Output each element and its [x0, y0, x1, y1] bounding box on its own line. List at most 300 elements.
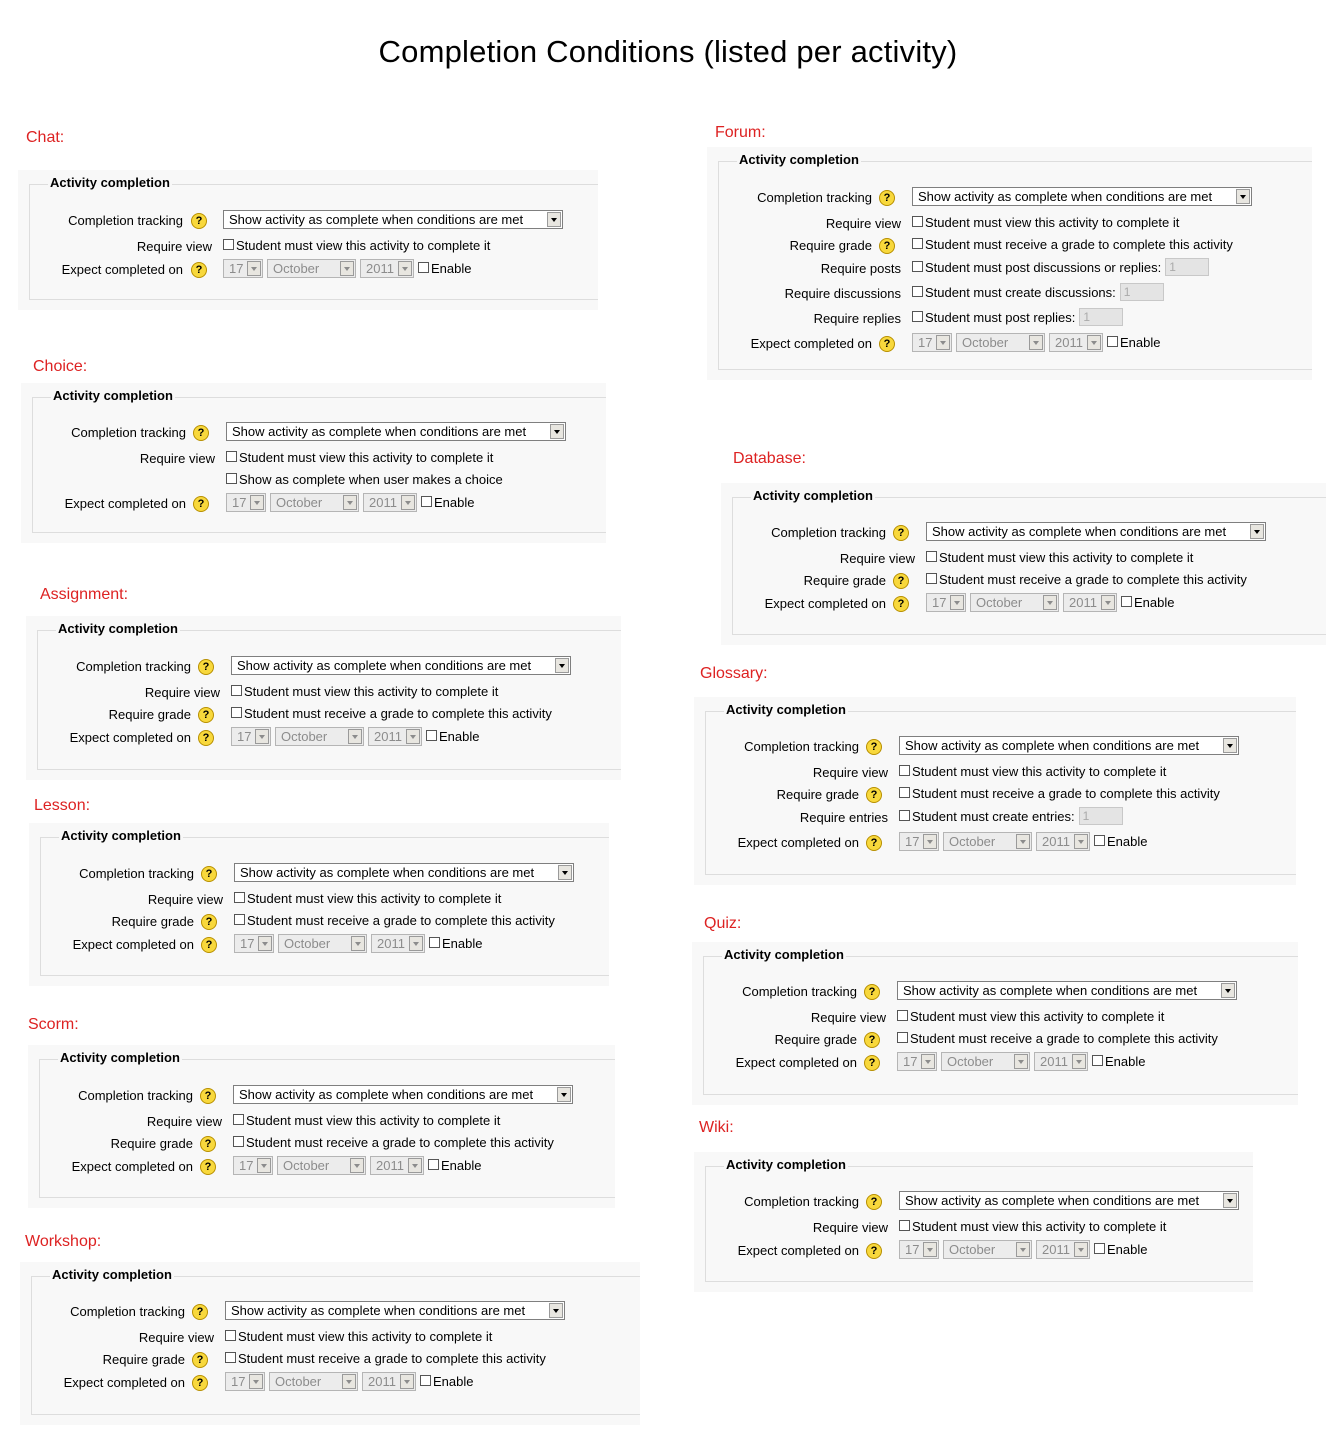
label-require-view: Require view: [825, 216, 901, 231]
month-select: October: [269, 1372, 358, 1391]
chevron-down-icon: [950, 595, 964, 610]
day-select: 17: [233, 1156, 273, 1175]
label-completion-tracking: Completion tracking: [744, 1194, 859, 1209]
require-grade-checkbox[interactable]: [926, 573, 937, 584]
help-icon[interactable]: ?: [200, 1088, 216, 1104]
row-require-view: [26, 682, 621, 704]
help-icon[interactable]: ?: [191, 213, 207, 229]
year-select: 2011: [1063, 593, 1117, 612]
require-grade-checkbox[interactable]: [225, 1352, 236, 1363]
year-select: 2011: [360, 259, 414, 278]
row-require-grade: [26, 704, 621, 726]
completion-panel-assignment: [26, 616, 621, 780]
month-select: October: [941, 1052, 1030, 1071]
completion-panel-chat: [18, 170, 598, 310]
legend: Activity completion: [52, 1267, 172, 1282]
label-expect-completed: Expect completed on: [69, 730, 191, 745]
legend: Activity completion: [60, 1050, 180, 1065]
day-select: 17: [234, 934, 274, 953]
help-icon[interactable]: ?: [198, 730, 214, 746]
day-select: 17: [912, 333, 952, 352]
help-icon[interactable]: ?: [864, 1055, 880, 1071]
require-replies-checkbox[interactable]: [912, 311, 923, 322]
select-value: Show activity as complete when conditions are met: [918, 189, 1213, 204]
row-completion-tracking: [692, 981, 1298, 1003]
require-grade-checkbox[interactable]: [912, 238, 923, 249]
completion-panel-database: [721, 483, 1326, 645]
require-grade-text: Student must receive a grade to complete this activity: [912, 786, 1220, 801]
require-grade-text: Student must receive a grade to complete this activity: [244, 706, 552, 721]
chevron-down-icon: [351, 936, 365, 951]
require-view-checkbox[interactable]: [899, 765, 910, 776]
legend: Activity completion: [724, 947, 844, 962]
require-entries-checkbox[interactable]: [899, 810, 910, 821]
enable-label: Enable: [433, 1374, 474, 1389]
year-select: 2011: [371, 934, 425, 953]
enable-date-checkbox[interactable]: [421, 496, 432, 507]
year-select: 2011: [1036, 1240, 1090, 1259]
chevron-down-icon: [250, 495, 264, 510]
chevron-down-icon: [340, 261, 354, 276]
label-expect-completed: Expect completed on: [764, 596, 886, 611]
enable-date-checkbox[interactable]: [1092, 1055, 1103, 1066]
row-expect-completed: [21, 493, 606, 515]
label-completion-tracking: Completion tracking: [71, 425, 186, 440]
year-select: 2011: [1049, 333, 1103, 352]
row-require-discussions: [707, 283, 1312, 305]
row-expect-completed: [18, 259, 598, 281]
completion-panel-glossary: [694, 697, 1296, 885]
label-require-grade: Require grade: [102, 1352, 185, 1367]
month-select: October: [270, 493, 359, 512]
row-require-view: [28, 1111, 615, 1133]
completion-panel-choice: [21, 383, 606, 543]
enable-label: Enable: [434, 495, 475, 510]
label-require-grade: Require grade: [774, 1032, 857, 1047]
legend: Activity completion: [58, 621, 178, 636]
row-require-view: [694, 1217, 1253, 1239]
row-expect-completed: [721, 593, 1326, 615]
require-grade-checkbox[interactable]: [231, 707, 242, 718]
require-posts-text: Student must post discussions or replies:: [925, 260, 1162, 275]
chevron-down-icon: [406, 729, 420, 744]
row-completion-tracking: [28, 1085, 615, 1107]
choice-complete-text: Show as complete when user makes a choice: [239, 472, 503, 487]
help-icon[interactable]: ?: [866, 835, 882, 851]
select-value: Show activity as complete when conditions are met: [903, 983, 1198, 998]
label-require-view: Require view: [139, 451, 215, 466]
chevron-down-icon: [398, 261, 412, 276]
help-icon[interactable]: ?: [201, 914, 217, 930]
help-icon[interactable]: ?: [191, 262, 207, 278]
help-icon[interactable]: ?: [201, 937, 217, 953]
require-grade-checkbox[interactable]: [899, 787, 910, 798]
label-require-entries: Require entries: [799, 810, 888, 825]
completion-tracking-select[interactable]: [225, 1301, 565, 1320]
chevron-down-icon: [400, 1374, 414, 1389]
completion-tracking-select[interactable]: [223, 210, 563, 229]
legend: Activity completion: [726, 702, 846, 717]
help-icon[interactable]: ?: [866, 1194, 882, 1210]
chevron-down-icon: [348, 729, 362, 744]
page-title: Completion Conditions (listed per activity): [378, 34, 958, 69]
require-grade-checkbox[interactable]: [234, 914, 245, 925]
row-expect-completed: [29, 934, 609, 956]
completion-tracking-select[interactable]: [899, 736, 1239, 755]
help-icon[interactable]: ?: [193, 425, 209, 441]
enable-label: Enable: [1107, 834, 1148, 849]
row-require-grade: [28, 1133, 615, 1155]
require-view-text: Student must view this activity to complete it: [236, 238, 491, 253]
require-view-text: Student must view this activity to complete it: [912, 1219, 1167, 1234]
select-value: Show activity as complete when conditions are met: [905, 738, 1200, 753]
help-icon[interactable]: ?: [200, 1159, 216, 1175]
discussions-count-input[interactable]: 1: [1120, 283, 1164, 301]
activity-heading-database: Database:: [733, 450, 806, 467]
help-icon[interactable]: ?: [192, 1304, 208, 1320]
help-icon[interactable]: ?: [193, 496, 209, 512]
require-view-text: Student must view this activity to complete it: [912, 764, 1167, 779]
chevron-down-icon: [409, 936, 423, 951]
chevron-down-icon: [1072, 1054, 1086, 1069]
legend: Activity completion: [61, 828, 181, 843]
chevron-down-icon: [343, 495, 357, 510]
enable-date-checkbox[interactable]: [1094, 835, 1105, 846]
label-require-discussions: Require discussions: [784, 286, 901, 301]
chevron-down-icon: [1016, 834, 1030, 849]
row-require-grade: [694, 784, 1296, 806]
select-value: Show activity as complete when conditions are met: [905, 1193, 1200, 1208]
require-view-checkbox[interactable]: [231, 685, 242, 696]
year-select: 2011: [363, 493, 417, 512]
month-select: October: [956, 333, 1045, 352]
completion-panel-quiz: [692, 942, 1298, 1105]
select-value: Show activity as complete when conditions are met: [237, 658, 532, 673]
require-view-checkbox[interactable]: [899, 1220, 910, 1231]
day-select: 17: [899, 1240, 939, 1259]
label-completion-tracking: Completion tracking: [742, 984, 857, 999]
label-expect-completed: Expect completed on: [72, 937, 194, 952]
month-select: October: [278, 934, 367, 953]
require-view-checkbox[interactable]: [226, 451, 237, 462]
require-grade-checkbox[interactable]: [233, 1136, 244, 1147]
help-icon[interactable]: ?: [879, 190, 895, 206]
row-require-view: [29, 889, 609, 911]
completion-tracking-select[interactable]: [231, 656, 571, 675]
require-discussions-checkbox[interactable]: [912, 286, 923, 297]
chevron-down-icon: [1221, 983, 1235, 998]
require-grade-checkbox[interactable]: [897, 1032, 908, 1043]
activity-heading-assignment: Assignment:: [40, 586, 129, 603]
require-view-text: Student must view this activity to complete it: [239, 450, 494, 465]
help-icon[interactable]: ?: [879, 238, 895, 254]
enable-date-checkbox[interactable]: [420, 1375, 431, 1386]
require-discussions-text: Student must create discussions:: [925, 285, 1116, 300]
require-view-text: Student must view this activity to complete it: [939, 550, 1194, 565]
replies-count-input[interactable]: 1: [1079, 308, 1123, 326]
completion-tracking-select[interactable]: [899, 1191, 1239, 1210]
enable-label: Enable: [1134, 595, 1175, 610]
help-icon[interactable]: ?: [201, 866, 217, 882]
help-icon[interactable]: ?: [866, 739, 882, 755]
label-require-grade: Require grade: [110, 1136, 193, 1151]
row-choice-complete: [21, 470, 606, 492]
row-require-view: [721, 548, 1326, 570]
chevron-down-icon: [1223, 738, 1237, 753]
help-icon[interactable]: ?: [893, 573, 909, 589]
completion-panel-forum: [707, 147, 1312, 380]
activity-heading-lesson: Lesson:: [34, 797, 91, 814]
enable-label: Enable: [439, 729, 480, 744]
enable-label: Enable: [1105, 1054, 1146, 1069]
chevron-down-icon: [350, 1158, 364, 1173]
row-expect-completed: [20, 1372, 640, 1394]
require-view-checkbox[interactable]: [912, 216, 923, 227]
label-expect-completed: Expect completed on: [64, 496, 186, 511]
activity-heading-forum: Forum:: [715, 124, 766, 141]
chevron-down-icon: [1087, 335, 1101, 350]
label-require-grade: Require grade: [108, 707, 191, 722]
help-icon[interactable]: ?: [200, 1136, 216, 1152]
day-select: 17: [231, 727, 271, 746]
chevron-down-icon: [1250, 524, 1264, 539]
require-grade-text: Student must receive a grade to complete this activity: [246, 1135, 554, 1150]
chevron-down-icon: [923, 834, 937, 849]
row-completion-tracking: [694, 1191, 1253, 1213]
select-value: Show activity as complete when conditions are met: [231, 1303, 526, 1318]
help-icon[interactable]: ?: [864, 1032, 880, 1048]
chevron-down-icon: [936, 335, 950, 350]
year-select: 2011: [368, 727, 422, 746]
month-select: October: [267, 259, 356, 278]
chevron-down-icon: [1236, 189, 1250, 204]
row-require-view: [692, 1007, 1298, 1029]
chevron-down-icon: [408, 1158, 422, 1173]
chevron-down-icon: [923, 1242, 937, 1257]
chevron-down-icon: [255, 729, 269, 744]
help-icon[interactable]: ?: [864, 984, 880, 1000]
select-value: Show activity as complete when conditions are met: [232, 424, 527, 439]
posts-count-input[interactable]: 1: [1165, 258, 1209, 276]
row-require-view: [707, 213, 1312, 235]
require-grade-text: Student must receive a grade to complete this activity: [925, 237, 1233, 252]
label-completion-tracking: Completion tracking: [78, 1088, 193, 1103]
enable-date-checkbox[interactable]: [428, 1159, 439, 1170]
help-icon[interactable]: ?: [192, 1352, 208, 1368]
label-completion-tracking: Completion tracking: [70, 1304, 185, 1319]
chevron-down-icon: [558, 865, 572, 880]
label-require-grade: Require grade: [111, 914, 194, 929]
chevron-down-icon: [258, 936, 272, 951]
year-select: 2011: [1034, 1052, 1088, 1071]
year-select: 2011: [370, 1156, 424, 1175]
label-completion-tracking: Completion tracking: [68, 213, 183, 228]
activity-heading-chat: Chat:: [26, 129, 65, 146]
enable-date-checkbox[interactable]: [1107, 336, 1118, 347]
require-grade-text: Student must receive a grade to complete this activity: [238, 1351, 546, 1366]
require-grade-text: Student must receive a grade to complete this activity: [910, 1031, 1218, 1046]
enable-date-checkbox[interactable]: [426, 730, 437, 741]
activity-heading-scorm: Scorm:: [28, 1016, 79, 1033]
chevron-down-icon: [1043, 595, 1057, 610]
day-select: 17: [899, 832, 939, 851]
row-require-grade: [20, 1349, 640, 1371]
require-view-checkbox[interactable]: [234, 892, 245, 903]
chevron-down-icon: [247, 261, 261, 276]
legend: Activity completion: [726, 1157, 846, 1172]
day-select: 17: [225, 1372, 265, 1391]
row-expect-completed: [28, 1156, 615, 1178]
month-select: October: [970, 593, 1059, 612]
label-require-view: Require view: [136, 239, 212, 254]
label-expect-completed: Expect completed on: [735, 1055, 857, 1070]
chevron-down-icon: [1074, 834, 1088, 849]
row-expect-completed: [694, 832, 1296, 854]
row-completion-tracking: [26, 656, 621, 678]
row-require-grade: [721, 570, 1326, 592]
row-require-grade: [707, 235, 1312, 257]
help-icon[interactable]: ?: [866, 1243, 882, 1259]
chevron-down-icon: [1029, 335, 1043, 350]
year-select: 2011: [362, 1372, 416, 1391]
help-icon[interactable]: ?: [893, 525, 909, 541]
require-entries-text: Student must create entries:: [912, 809, 1075, 824]
legend: Activity completion: [50, 175, 170, 190]
label-expect-completed: Expect completed on: [61, 262, 183, 277]
help-icon[interactable]: ?: [879, 336, 895, 352]
label-completion-tracking: Completion tracking: [76, 659, 191, 674]
chevron-down-icon: [1016, 1242, 1030, 1257]
label-require-view: Require view: [839, 551, 915, 566]
require-view-checkbox[interactable]: [926, 551, 937, 562]
completion-tracking-select[interactable]: [226, 422, 566, 441]
completion-tracking-select[interactable]: [912, 187, 1252, 206]
completion-panel-workshop: [20, 1262, 640, 1425]
enable-label: Enable: [431, 261, 472, 276]
help-icon[interactable]: ?: [192, 1375, 208, 1391]
select-value: Show activity as complete when conditions are met: [240, 865, 535, 880]
row-completion-tracking: [21, 422, 606, 444]
require-view-text: Student must view this activity to complete it: [247, 891, 502, 906]
completion-tracking-select[interactable]: [926, 522, 1266, 541]
completion-tracking-select[interactable]: [233, 1085, 573, 1104]
chevron-down-icon: [1014, 1054, 1028, 1069]
require-grade-text: Student must receive a grade to complete this activity: [939, 572, 1247, 587]
completion-panel-lesson: [29, 823, 609, 986]
help-icon[interactable]: ?: [198, 659, 214, 675]
activity-heading-glossary: Glossary:: [700, 665, 768, 682]
year-select: 2011: [1036, 832, 1090, 851]
month-select: October: [275, 727, 364, 746]
completion-tracking-select[interactable]: [234, 863, 574, 882]
help-icon[interactable]: ?: [893, 596, 909, 612]
label-completion-tracking: Completion tracking: [744, 739, 859, 754]
entries-count-input[interactable]: 1: [1079, 807, 1123, 825]
row-require-view: [18, 236, 598, 258]
activity-heading-workshop: Workshop:: [25, 1233, 102, 1250]
row-require-view: [21, 448, 606, 470]
row-expect-completed: [707, 333, 1312, 355]
label-require-grade: Require grade: [803, 573, 886, 588]
label-require-view: Require view: [812, 1220, 888, 1235]
activity-heading-choice: Choice:: [33, 358, 88, 375]
chevron-down-icon: [1223, 1193, 1237, 1208]
label-require-view: Require view: [147, 892, 223, 907]
choice-complete-checkbox[interactable]: [226, 473, 237, 484]
month-select: October: [277, 1156, 366, 1175]
select-value: Show activity as complete when conditions are met: [239, 1087, 534, 1102]
label-require-view: Require view: [810, 1010, 886, 1025]
enable-date-checkbox[interactable]: [418, 262, 429, 273]
row-completion-tracking: [18, 210, 598, 232]
chevron-down-icon: [249, 1374, 263, 1389]
day-select: 17: [926, 593, 966, 612]
day-select: 17: [897, 1052, 937, 1071]
require-view-text: Student must view this activity to complete it: [910, 1009, 1165, 1024]
legend: Activity completion: [739, 152, 859, 167]
require-view-checkbox[interactable]: [897, 1010, 908, 1021]
require-view-text: Student must view this activity to complete it: [244, 684, 499, 699]
enable-date-checkbox[interactable]: [1094, 1243, 1105, 1254]
row-completion-tracking: [707, 187, 1312, 209]
label-require-view: Require view: [144, 685, 220, 700]
enable-label: Enable: [442, 936, 483, 951]
require-view-text: Student must view this activity to complete it: [238, 1329, 493, 1344]
row-require-view: [20, 1327, 640, 1349]
require-view-checkbox[interactable]: [223, 239, 234, 250]
day-select: 17: [223, 259, 263, 278]
require-posts-checkbox[interactable]: [912, 261, 923, 272]
row-completion-tracking: [721, 522, 1326, 544]
month-select: October: [943, 1240, 1032, 1259]
label-expect-completed: Expect completed on: [63, 1375, 185, 1390]
completion-panel-wiki: [694, 1152, 1253, 1292]
activity-heading-quiz: Quiz:: [704, 915, 742, 932]
help-icon[interactable]: ?: [866, 787, 882, 803]
enable-date-checkbox[interactable]: [429, 937, 440, 948]
label-expect-completed: Expect completed on: [71, 1159, 193, 1174]
label-expect-completed: Expect completed on: [737, 835, 859, 850]
chevron-down-icon: [342, 1374, 356, 1389]
chevron-down-icon: [1074, 1242, 1088, 1257]
label-require-view: Require view: [146, 1114, 222, 1129]
label-require-view: Require view: [812, 765, 888, 780]
label-require-replies: Require replies: [813, 311, 901, 326]
month-select: October: [943, 832, 1032, 851]
row-require-posts: [707, 258, 1312, 280]
require-view-checkbox[interactable]: [225, 1330, 236, 1341]
require-view-text: Student must view this activity to complete it: [246, 1113, 501, 1128]
completion-tracking-select[interactable]: [897, 981, 1237, 1000]
legend: Activity completion: [53, 388, 173, 403]
label-completion-tracking: Completion tracking: [79, 866, 194, 881]
enable-date-checkbox[interactable]: [1121, 596, 1132, 607]
legend: Activity completion: [753, 488, 873, 503]
chevron-down-icon: [550, 424, 564, 439]
chevron-down-icon: [401, 495, 415, 510]
row-expect-completed: [26, 727, 621, 749]
enable-label: Enable: [1107, 1242, 1148, 1257]
chevron-down-icon: [921, 1054, 935, 1069]
require-view-checkbox[interactable]: [233, 1114, 244, 1125]
chevron-down-icon: [555, 658, 569, 673]
row-require-view: [694, 762, 1296, 784]
row-require-replies: [707, 308, 1312, 330]
enable-label: Enable: [1120, 335, 1161, 350]
row-require-grade: [692, 1029, 1298, 1051]
help-icon[interactable]: ?: [198, 707, 214, 723]
row-expect-completed: [694, 1240, 1253, 1262]
